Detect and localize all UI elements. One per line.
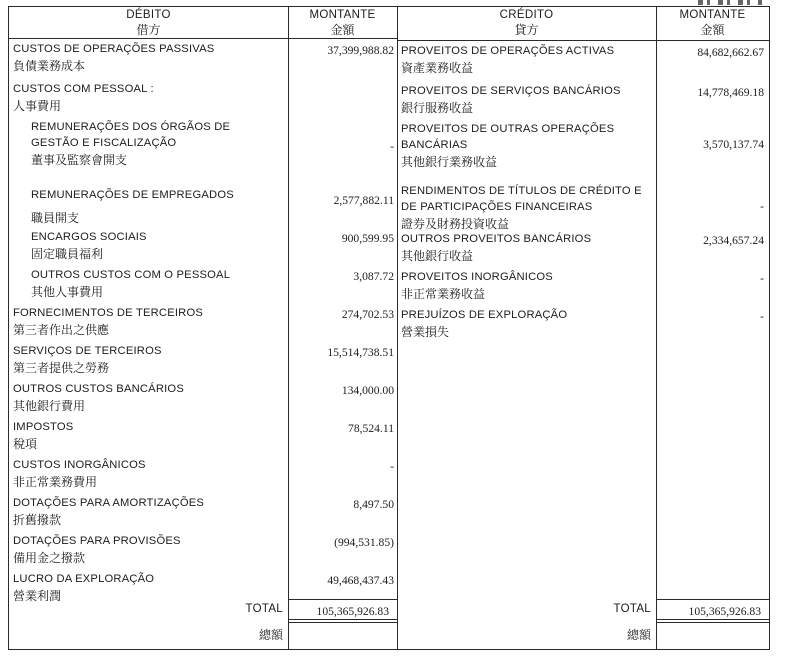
- item-amount: 49,468,437.43: [327, 574, 394, 587]
- debit-row: [9, 227, 397, 265]
- total-amount-box: [288, 599, 397, 620]
- debit-title-zh: 借方: [136, 23, 161, 37]
- item-label-zh: 職員開支: [31, 211, 80, 225]
- item-label-zh: 董事及監察會開支: [31, 153, 128, 167]
- credit-total-row-zh: [397, 623, 769, 649]
- total-empty-cell: [288, 623, 397, 649]
- item-label-pt: CUSTOS DE OPERAÇÕES PASSIVAS: [13, 43, 215, 55]
- column-divider: [397, 7, 398, 649]
- item-label-zh: 非正常業務收益: [401, 287, 486, 301]
- item-label-zh: 負債業務成本: [13, 59, 86, 73]
- item-amount: 3,570,137.74: [703, 138, 764, 151]
- debit-column-header: [9, 7, 288, 38]
- total-label-zh: 總額: [258, 628, 283, 642]
- item-label-zh: 其他銀行業務收益: [401, 155, 498, 169]
- item-label-pt: DOTAÇÕES PARA AMORTIZAÇÕES: [13, 497, 205, 509]
- credit-row: [397, 229, 769, 267]
- total-empty-cell: [656, 623, 769, 649]
- item-label-zh: 備用金之撥款: [13, 551, 86, 565]
- amount-title-zh: 金額: [700, 23, 725, 37]
- item-amount: 3,087.72: [353, 270, 394, 283]
- item-label-zh: 營業利潤: [13, 589, 62, 603]
- credit-column-header: [397, 7, 656, 40]
- cropped-text-fragment: [698, 0, 762, 5]
- item-amount: -: [390, 140, 394, 153]
- item-label-pt: PREJUÍZOS DE EXPLORAÇÃO: [401, 309, 568, 321]
- item-label-zh: 其他人事費用: [31, 285, 104, 299]
- item-amount: 14,778,469.18: [697, 86, 764, 99]
- item-label-pt: CUSTOS COM PESSOAL :: [13, 83, 154, 95]
- debit-row: [9, 569, 397, 603]
- debit-row: [9, 341, 397, 379]
- item-label-pt: IMPOSTOS: [13, 421, 74, 433]
- debit-row: [9, 493, 397, 531]
- item-amount: 37,399,988.82: [327, 44, 394, 57]
- credit-amount-header: [656, 7, 769, 40]
- item-label-zh: 非正常業務費用: [13, 475, 98, 489]
- total-amount: 105,365,926.83: [316, 605, 389, 618]
- credit-total-row: [397, 599, 769, 623]
- item-label-zh: 其他銀行收益: [401, 249, 474, 263]
- credit-row: [397, 267, 769, 305]
- item-label-pt: CUSTOS INORGÂNICOS: [13, 459, 146, 471]
- credit-header: [397, 7, 769, 41]
- item-amount: -: [760, 310, 764, 323]
- item-label-zh: 第三者作出之供應: [13, 323, 110, 337]
- item-label-pt: LUCRO DA EXPLORAÇÃO: [13, 573, 155, 585]
- total-amount: 105,365,926.83: [688, 605, 761, 618]
- item-label-zh: 其他銀行費用: [13, 399, 86, 413]
- item-label-zh: 固定職員福利: [31, 247, 104, 261]
- amount-title-zh: 金額: [330, 23, 355, 37]
- debit-amount-header: [288, 7, 397, 38]
- item-amount: (994,531.85): [334, 536, 394, 549]
- item-amount: 274,702.53: [341, 308, 394, 321]
- debit-row: [9, 79, 397, 117]
- credit-title: CRÉDITO: [499, 9, 554, 21]
- debit-row: [9, 39, 397, 79]
- item-label-pt: REMUNERAÇÕES DOS ÓRGÃOS DE GESTÃO E FISCALIZAÇÃO: [31, 121, 231, 149]
- debit-title: DÉBITO: [126, 9, 171, 21]
- total-label: TOTAL: [245, 603, 283, 615]
- item-amount: 84,682,662.67: [697, 46, 764, 59]
- credit-row: [397, 181, 769, 229]
- debit-row: [9, 417, 397, 455]
- item-label-pt: ENCARGOS SOCIAIS: [31, 231, 147, 243]
- item-amount: 78,524.11: [348, 422, 394, 435]
- total-label: TOTAL: [613, 603, 651, 615]
- item-label-zh: 資產業務收益: [401, 61, 474, 75]
- item-amount: -: [390, 460, 394, 473]
- debit-row: [9, 265, 397, 303]
- item-label-pt: FORNECIMENTOS DE TERCEIROS: [13, 307, 204, 319]
- credit-row: [397, 119, 769, 181]
- item-amount: 900,599.95: [341, 232, 394, 245]
- credit-title-zh: 貸方: [514, 23, 539, 37]
- item-amount: 134,000.00: [341, 384, 394, 397]
- total-amount-box: [656, 599, 769, 620]
- item-label-zh: 銀行服務收益: [401, 101, 474, 115]
- debit-total-row: [9, 599, 397, 623]
- debit-header: [9, 7, 397, 39]
- item-label-pt: PROVEITOS DE OUTRAS OPERAÇÕES BANCÁRIAS: [401, 123, 615, 151]
- total-label-zh: 總額: [626, 628, 651, 642]
- credit-row: [397, 41, 769, 81]
- item-amount: 2,334,657.24: [703, 234, 764, 247]
- credit-panel: [397, 7, 769, 649]
- item-label-zh: 證券及財務投資收益: [401, 217, 510, 231]
- debit-row: [9, 117, 397, 185]
- item-label-zh: 稅項: [13, 437, 38, 451]
- credit-row: [397, 81, 769, 119]
- amount-title: MONTANTE: [679, 9, 746, 21]
- item-label-zh: 第三者提供之勞務: [13, 361, 110, 375]
- item-amount: 15,514,738.51: [327, 346, 394, 359]
- item-amount: -: [760, 272, 764, 285]
- blank-filler: [397, 343, 769, 599]
- item-label-pt: OUTROS CUSTOS BANCÁRIOS: [13, 383, 184, 395]
- item-label-pt: OUTROS CUSTOS COM O PESSOAL: [31, 269, 231, 281]
- item-label-pt: DOTAÇÕES PARA PROVISÕES: [13, 535, 181, 547]
- debit-row: [9, 379, 397, 417]
- item-label-pt: RENDIMENTOS DE TÍTULOS DE CRÉDITO E DE PARTICIPAÇÕES FINANCEIRAS: [401, 185, 642, 213]
- debit-total-row-zh: [9, 623, 397, 649]
- item-label-pt: REMUNERAÇÕES DE EMPREGADOS: [31, 189, 234, 201]
- debit-row: [9, 531, 397, 569]
- item-label-pt: PROVEITOS DE OPERAÇÕES ACTIVAS: [401, 45, 615, 57]
- credit-row: [397, 305, 769, 343]
- item-amount: 2,577,882.11: [333, 194, 394, 207]
- item-amount: 8,497.50: [353, 498, 394, 511]
- debit-row: [9, 185, 397, 227]
- debit-panel: [9, 7, 397, 649]
- item-label-pt: PROVEITOS INORGÂNICOS: [401, 271, 553, 283]
- debit-row: [9, 455, 397, 493]
- amount-title: MONTANTE: [309, 9, 376, 21]
- item-label-zh: 人事費用: [13, 99, 62, 113]
- item-label-zh: 營業損失: [401, 325, 450, 339]
- item-amount: -: [760, 200, 764, 213]
- column-divider: [656, 7, 657, 649]
- column-divider: [288, 7, 289, 649]
- profit-loss-table: [8, 6, 770, 650]
- item-label-zh: 折舊撥款: [13, 513, 62, 527]
- item-label-pt: PROVEITOS DE SERVIÇOS BANCÁRIOS: [401, 85, 621, 97]
- item-label-pt: OUTROS PROVEITOS BANCÁRIOS: [401, 233, 592, 245]
- debit-row: [9, 303, 397, 341]
- item-label-pt: SERVIÇOS DE TERCEIROS: [13, 345, 162, 357]
